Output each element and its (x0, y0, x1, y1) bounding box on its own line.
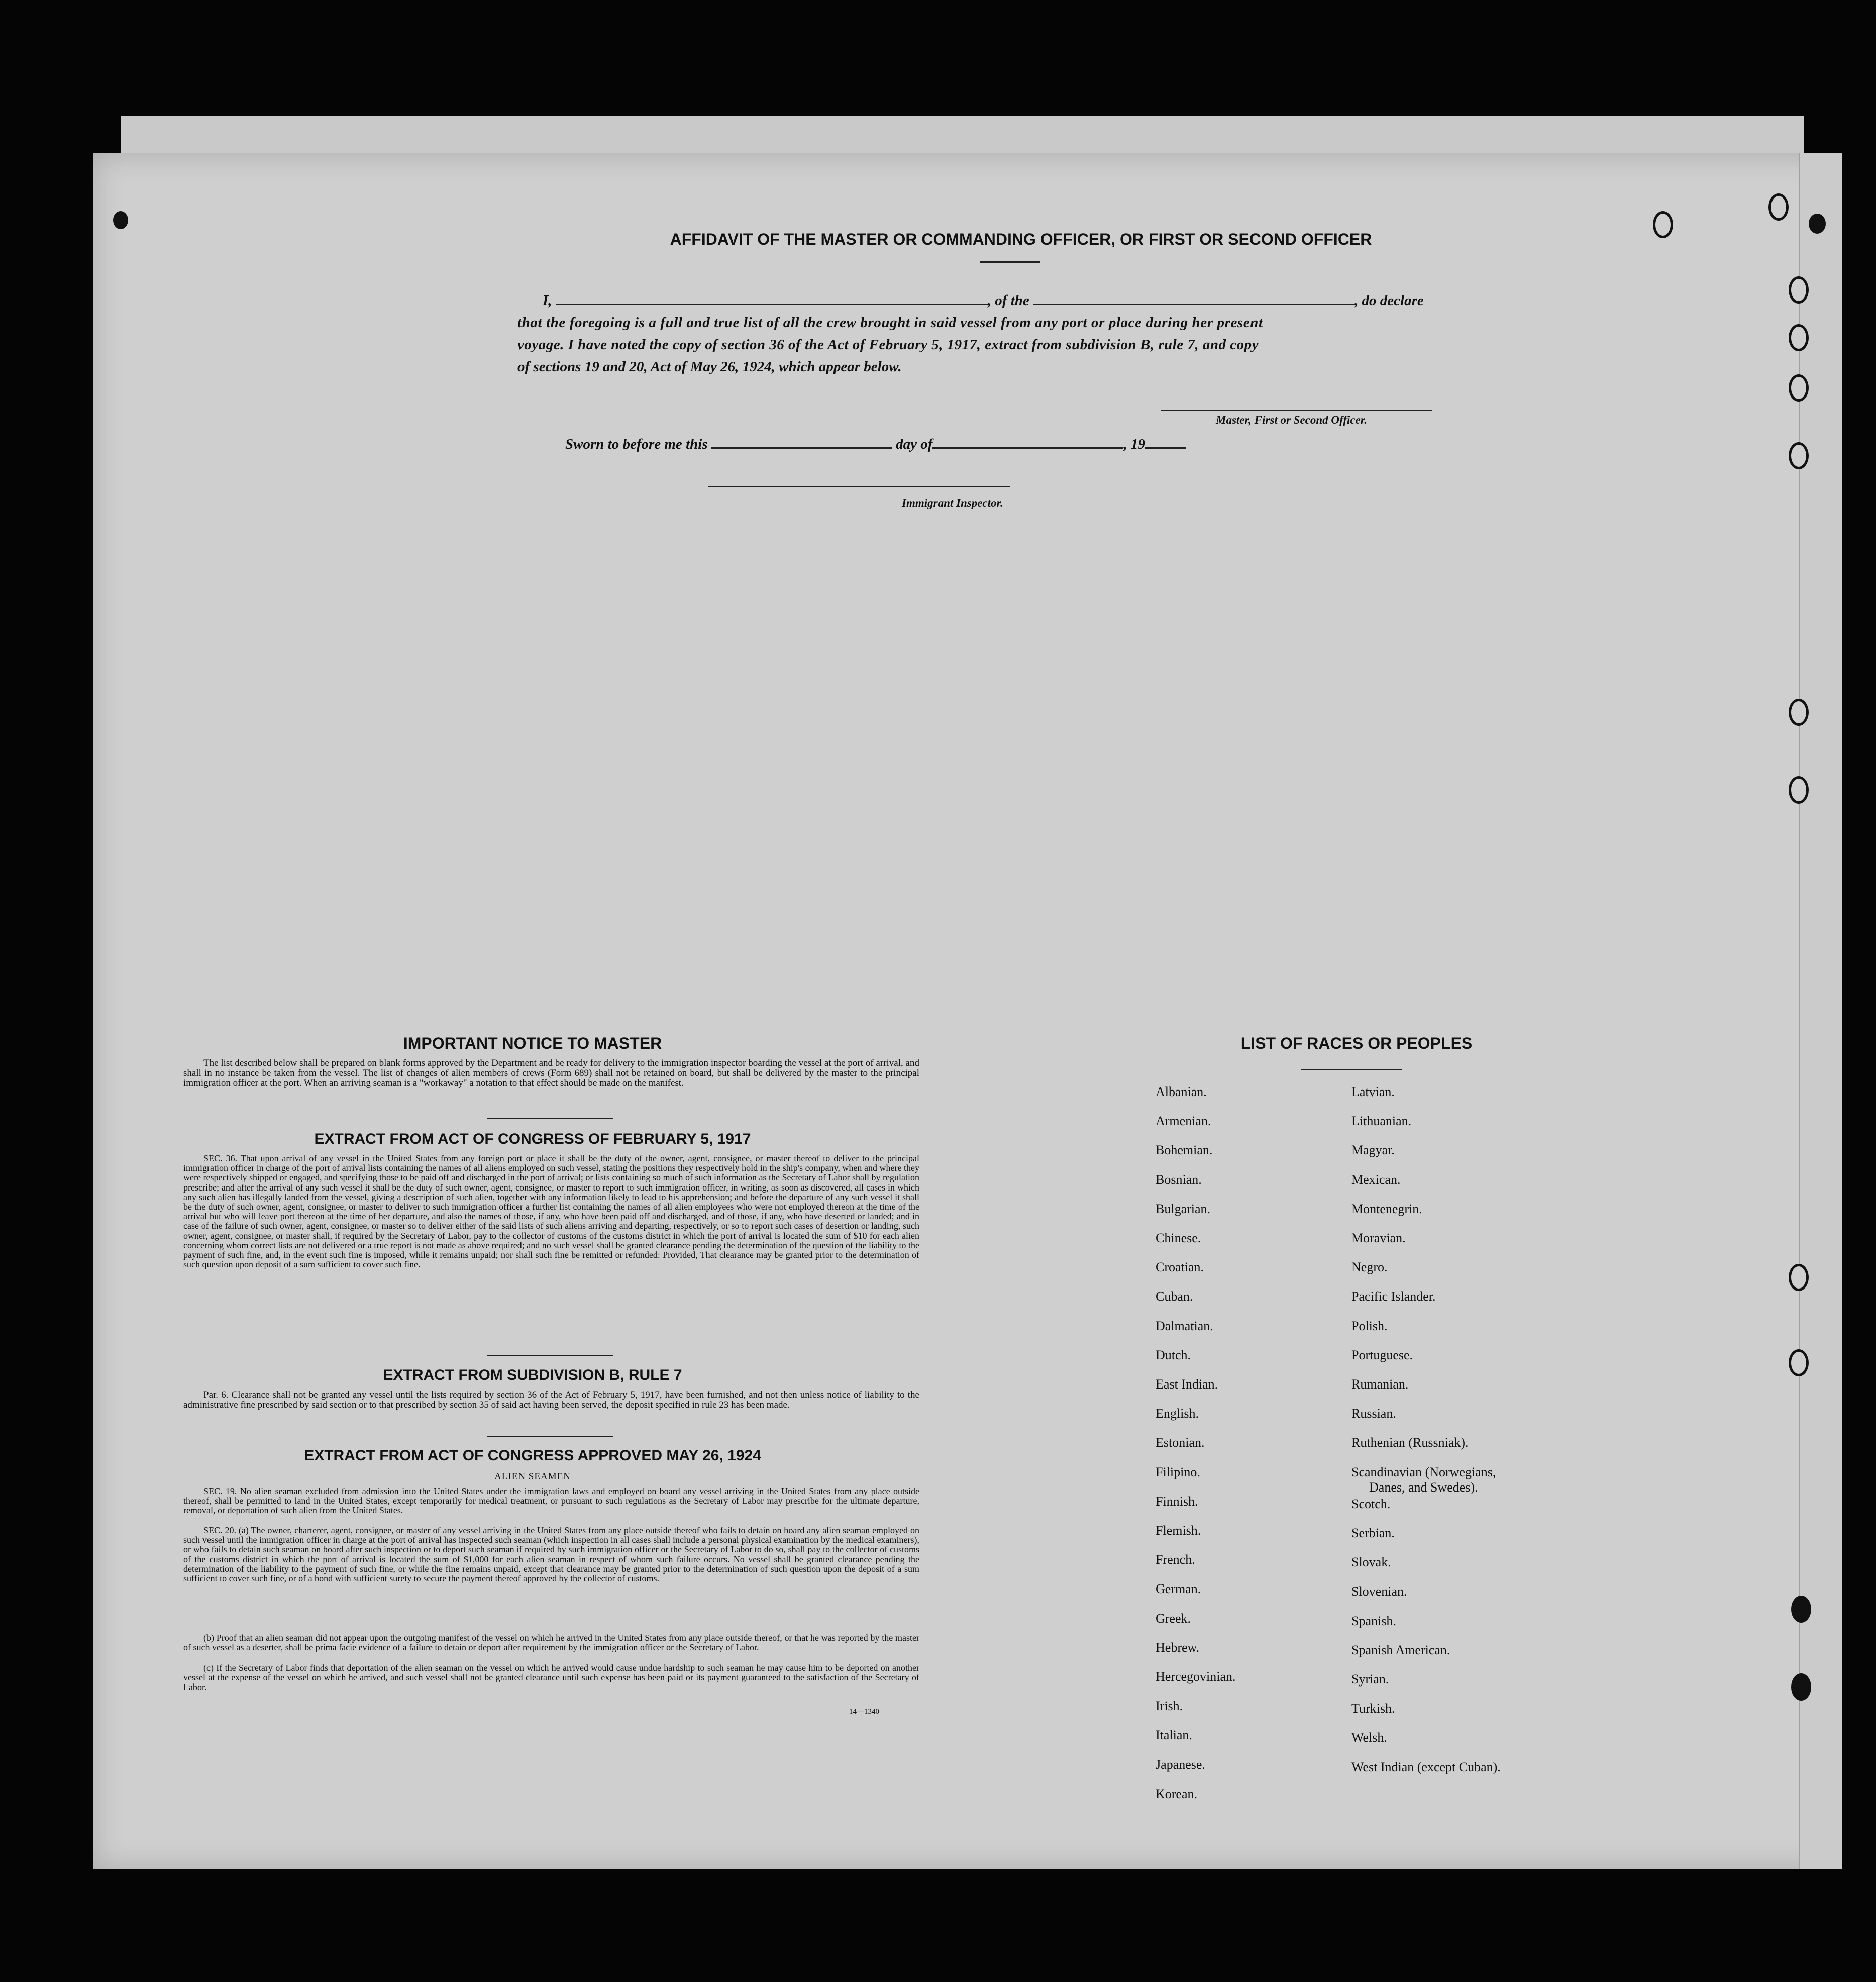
race-item: Serbian. (1351, 1526, 1395, 1540)
race-item: Moravian. (1351, 1231, 1406, 1245)
sworn-year-field[interactable] (1145, 447, 1186, 449)
divider (487, 1118, 613, 1119)
race-item: Filipino. (1156, 1464, 1200, 1479)
master-name-field[interactable] (556, 304, 988, 305)
punch-hole-icon (1789, 374, 1809, 402)
sworn-line (565, 436, 1186, 453)
inspector-label: Immigrant Inspector. (902, 497, 1003, 509)
divider (980, 261, 1040, 263)
divider (1301, 1069, 1402, 1070)
race-item: Chinese. (1156, 1231, 1201, 1245)
year-prefix: , 19 (1123, 436, 1145, 452)
race-item: Bosnian. (1156, 1172, 1202, 1187)
race-item: Spanish American. (1351, 1642, 1450, 1657)
race-item: Flemish. (1156, 1523, 1201, 1538)
punch-hole-icon (113, 211, 128, 229)
race-item: East Indian. (1156, 1377, 1218, 1392)
punch-hole-icon (1789, 324, 1809, 351)
race-item: Greek. (1156, 1611, 1191, 1626)
race-item: Dalmatian. (1156, 1318, 1213, 1333)
inspector-signature-line[interactable] (708, 486, 1010, 487)
affidavit-line-3: voyage. I have noted the copy of section 36 of the Act of February 5, 1917, extract from subdivision B, rule 7, and copy (517, 337, 1259, 353)
punch-hole-icon (1789, 276, 1809, 304)
affidavit-line-4: of sections 19 and 20, Act of May 26, 1924, which appear below. (517, 359, 902, 375)
sworn-day-field[interactable] (711, 447, 892, 449)
master-signature-line[interactable] (1161, 410, 1432, 411)
punch-hole-icon (1789, 1264, 1809, 1291)
extract-rule7-title: EXTRACT FROM SUBDIVISION B, RULE 7 (383, 1367, 682, 1383)
race-item: Rumanian. (1351, 1377, 1409, 1392)
race-item: Syrian. (1351, 1672, 1389, 1687)
punch-hole-icon (1791, 1673, 1811, 1701)
race-item: Armenian. (1156, 1114, 1211, 1129)
punch-hole-icon (1789, 442, 1809, 469)
race-item: Korean. (1156, 1786, 1198, 1801)
punch-hole-icon (1789, 776, 1809, 804)
document-page (93, 153, 1841, 1869)
vessel-name-field[interactable] (1033, 304, 1354, 305)
divider (487, 1355, 613, 1356)
notice-title: IMPORTANT NOTICE TO MASTER (403, 1034, 662, 1052)
extract-1924-subtitle: ALIEN SEAMEN (494, 1471, 571, 1482)
race-item: Danes, and Swedes). (1369, 1479, 1478, 1495)
race-item: Welsh. (1351, 1730, 1387, 1745)
race-item: Slovak. (1351, 1555, 1391, 1570)
race-item: Pacific Islander. (1351, 1289, 1436, 1304)
race-item: Hebrew. (1156, 1640, 1200, 1655)
race-item: German. (1156, 1581, 1201, 1597)
race-item: West Indian (except Cuban). (1351, 1759, 1501, 1774)
race-item: Albanian. (1156, 1084, 1207, 1099)
race-item: English. (1156, 1406, 1199, 1421)
sec19-text: SEC. 19. No alien seaman excluded from admission into the United States under the immigration laws and employed on board any vessel arriving in the United States from any place outside thereof, shall be permitted to land in the United States, except temporarily for medical treatment, or pursuant to such regulations as the Secretary of Labor may prescribe for the ultimate departure, removal, or deportation of such alien from the United States. (183, 1486, 919, 1516)
race-item: Estonian. (1156, 1435, 1205, 1450)
race-item: Irish. (1156, 1699, 1183, 1714)
master-signature-label: Master, First or Second Officer. (1216, 414, 1368, 426)
form-number: 14—1340 (849, 1708, 879, 1716)
race-item: Italian. (1156, 1728, 1192, 1743)
race-item: Lithuanian. (1351, 1114, 1412, 1129)
punch-hole-icon (1789, 699, 1809, 726)
race-item: Slovenian. (1351, 1584, 1407, 1599)
affidavit-line-1 (543, 292, 1424, 309)
sec20b-text: (b) Proof that an alien seaman did not appear upon the outgoing manifest of the vessel on which he arrived in the United States from any place outside thereof, or that he was reported by the master of such vessel as a deserter, shall be prima facie evidence of a failure to detain or deport after requirement by the immigration officer or the Secretary of Labor. (183, 1633, 919, 1653)
race-item: Latvian. (1351, 1084, 1395, 1099)
sec20c-text: (c) If the Secretary of Labor finds that deportation of the alien seaman on the vessel on which he arrived would cause undue hardship to such seaman he may cause him to be deported on another vessel at the expense of the vessel on which he arrived, and such vessel shall not be granted clearance until such expense has been paid or its payment guaranteed to the satisfaction of the Secretary of Labor. (183, 1663, 919, 1693)
race-item: Montenegrin. (1351, 1201, 1422, 1216)
race-item: Magyar. (1351, 1143, 1395, 1158)
race-item: Scandinavian (Norwegians, (1351, 1464, 1496, 1479)
of-the-label: , of the (987, 292, 1029, 309)
race-item: Mexican. (1351, 1172, 1401, 1187)
race-item: Hercegovinian. (1156, 1669, 1236, 1684)
affidavit-line-2: that the foregoing is a full and true list of all the crew brought in said vessel from any port or place during her present (517, 315, 1263, 331)
race-item: Scotch. (1351, 1496, 1391, 1511)
race-item: Bohemian. (1156, 1143, 1213, 1158)
sworn-month-field[interactable] (932, 447, 1123, 449)
race-item: Portuguese. (1351, 1347, 1413, 1362)
race-item: Finnish. (1156, 1494, 1198, 1509)
extract-1917-title: EXTRACT FROM ACT OF CONGRESS OF FEBRUARY 5, 1917 (314, 1131, 751, 1147)
race-item: Japanese. (1156, 1757, 1205, 1772)
race-item: Polish. (1351, 1318, 1388, 1333)
day-of-label: day of (896, 436, 933, 452)
punch-hole-icon (1768, 193, 1789, 221)
extract-rule7-text: Par. 6. Clearance shall not be granted any vessel until the lists required by section 36 of the Act of February 5, 1917, have been furnished, and not then unless notice of liability to the administrative fine prescribed by said section or to that prescribed by section 35 of said act having been served, the deposit specified in rule 23 has been made. (183, 1390, 919, 1410)
do-declare-label: , do declare (1354, 292, 1424, 309)
race-item: Russian. (1351, 1406, 1396, 1421)
race-item: Cuban. (1156, 1289, 1193, 1304)
race-item: Ruthenian (Russniak). (1351, 1435, 1469, 1450)
race-item: French. (1156, 1552, 1195, 1567)
punch-hole-icon (1791, 1596, 1811, 1623)
punch-hole-icon (1789, 1349, 1809, 1376)
race-item: Turkish. (1351, 1701, 1395, 1716)
divider (487, 1436, 613, 1437)
race-item: Spanish. (1351, 1613, 1396, 1628)
race-item: Dutch. (1156, 1347, 1191, 1362)
races-title: LIST OF RACES OR PEOPLES (1240, 1034, 1473, 1052)
extract-1924-title: EXTRACT FROM ACT OF CONGRESS APPROVED MAY 26, 1924 (304, 1447, 761, 1464)
sec20a-text: SEC. 20. (a) The owner, charterer, agent, consignee, or master of any vessel arriving in the United States from any place outside thereof who fails to detain on board any alien seaman employed on such vessel until the immigration officer in charge at the port of arrival has inspected such seaman (which inspection in all cases shall include a personal physical examination by the medical examiners), or who fails to detain such seaman on board after such inspection or to deport such seaman if required by such immigration officer or the Secretary of Labor to do so, shall pay to the collector of customs of the customs district in which the port of arrival is located the sum of $1,000 for each alien seaman in respect of whom such failure occurs. No vessel shall be granted clearance pending the determination of the liability to the payment of such fine, or while the fine remains unpaid, except that clearance may be granted prior to the determination of such question upon the deposit of a sum sufficient to cover such fine, or of a bond with sufficient surety to secure the payment thereof approved by the collector of customs. (183, 1525, 919, 1584)
affidavit-title: AFFIDAVIT OF THE MASTER OR COMMANDING OFFICER, OR FIRST OR SECOND OFFICER (670, 230, 1372, 248)
sworn-label: Sworn to before me this (565, 436, 708, 452)
extract-1917-text: SEC. 36. That upon arrival of any vessel in the United States from any foreign port or place it shall be the duty of the owner, agent, consignee, or master thereof to deliver to the principal immigration officer in charge of the port of arrival lists containing the names of all aliens employed on such vessel, stating the positions they respectively hold in the ship's company, when and where they were respectively shipped or engaged, and specifying those to be paid off and discharged in the port of arrival; or lists containing so much of such information as the Secretary of Labor shall by regulation prescribe; and after the arrival of any such vessel it shall be the duty of such owner, agent, consignee, or master to report to such immigration officer, in writing, as soon as discovered, all cases in which any such alien has illegally landed from the vessel, giving a description of such alien, together with any information likely to lead to his apprehension; and before the departure of any such vessel it shall be the duty of such owner, agent, consignee, or master to deliver to such immigration officer a further list containing the names of all alien employees who were not employed thereon at the time of the arrival but who will leave port thereon at the time of her departure, and also the names of those, if any, who have been paid off and discharged, and of those, if any, who have deserted or landed; and in case of the failure of such owner, agent, consignee, or master so to deliver either of the said lists of such aliens arriving and departing, respectively, or so to report such cases of desertion or landing, such owner, agent, consignee, or master shall, if required by the Secretary of Labor, pay to the collector of customs of the customs district in which the port of arrival is located the sum of $10 for each alien concerning whom correct lists are not delivered or a true report is not made as above required; and no such vessel shall be granted clearance pending the determination of the question of the liability to the payment of such fine, and, in the event such fine is imposed, while it remains unpaid; nor shall such fine be remitted or refunded: Provided, That clearance may be granted prior to the determination of such question upon deposit of a sum sufficient to cover such fine. (183, 1153, 920, 1270)
race-item: Negro. (1351, 1260, 1388, 1275)
notice-text: The list described below shall be prepared on blank forms approved by the Department and be ready for delivery to the immigration inspector boarding the vessel at the port of arrival, and shall in no instance be taken from the vessel. The list of changes of alien members of crews (Form 689) shall not be retained on board, but shall be delivered by the master to the principal immigration officer at the port. When an arriving seaman is a "workaway" a notation to that effect should be made on the manifest. (183, 1058, 919, 1088)
race-item: Croatian. (1156, 1260, 1204, 1275)
race-item: Bulgarian. (1156, 1201, 1211, 1216)
i-label: I, (543, 292, 552, 309)
